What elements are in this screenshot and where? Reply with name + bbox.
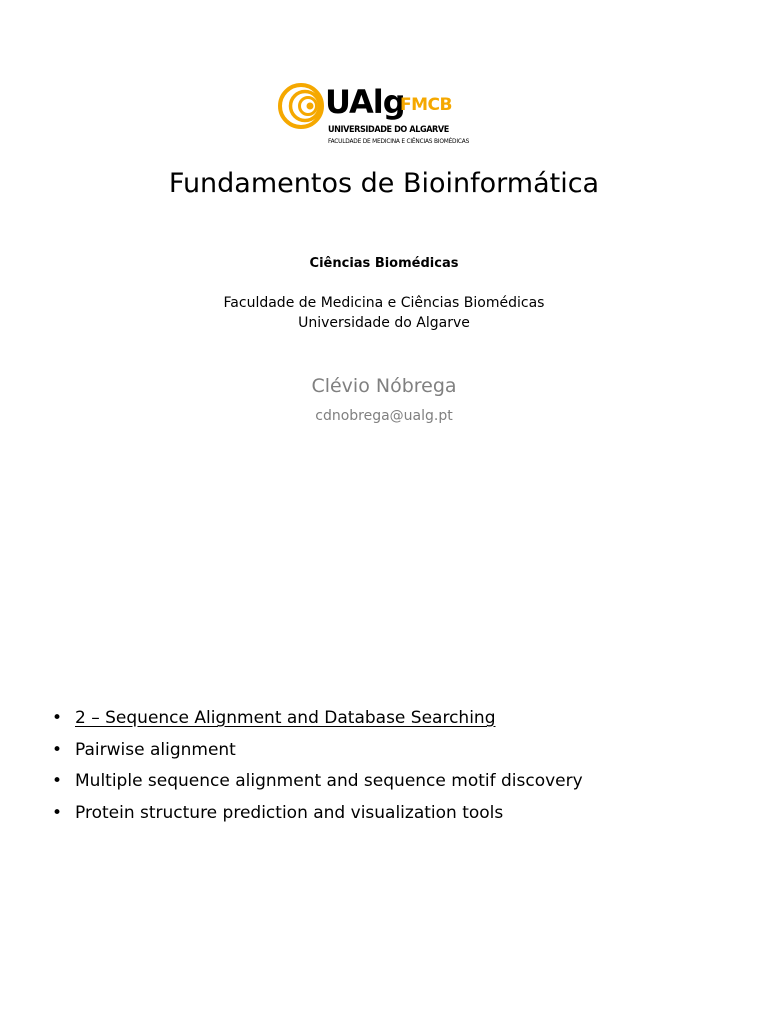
topic-link[interactable]: 2 – Sequence Alignment and Database Searching <box>75 708 496 728</box>
author-email: cdnobrega@ualg.pt <box>315 408 453 424</box>
topic-list <box>52 704 752 830</box>
topic-text: Protein structure prediction and visualization tools <box>75 802 504 823</box>
bullet-icon: • <box>52 771 63 791</box>
bullet-icon: • <box>52 802 63 823</box>
topic-text: Pairwise alignment <box>75 739 236 760</box>
bullet-icon: • <box>52 708 63 728</box>
ualg-fmcb-logo <box>278 83 508 151</box>
logo-unit-name: FMCB <box>400 95 452 115</box>
topic-item <box>52 799 752 831</box>
topic-item <box>52 704 752 736</box>
faculty-name: Faculdade de Medicina e Ciências Biomédicas <box>223 295 545 311</box>
ualg-sun-rings-icon <box>278 83 324 129</box>
logo-wordmark: UAlg <box>325 83 405 121</box>
slide-title: Fundamentos de Bioinformática <box>168 168 600 199</box>
course-name: Ciências Biomédicas <box>309 256 459 271</box>
topic-item <box>52 767 752 799</box>
university-name: Universidade do Algarve <box>298 315 470 331</box>
topic-item <box>52 736 752 768</box>
topic-text: Multiple sequence alignment and sequence motif discovery <box>75 771 583 791</box>
author-name: Clévio Nóbrega <box>311 375 457 397</box>
logo-university-name: UNIVERSIDADE DO ALGARVE <box>328 125 449 135</box>
bullet-icon: • <box>52 739 63 760</box>
logo-faculty-name: FACULDADE DE MEDICINA E CIÊNCIAS BIOMÉDICAS <box>328 137 470 145</box>
